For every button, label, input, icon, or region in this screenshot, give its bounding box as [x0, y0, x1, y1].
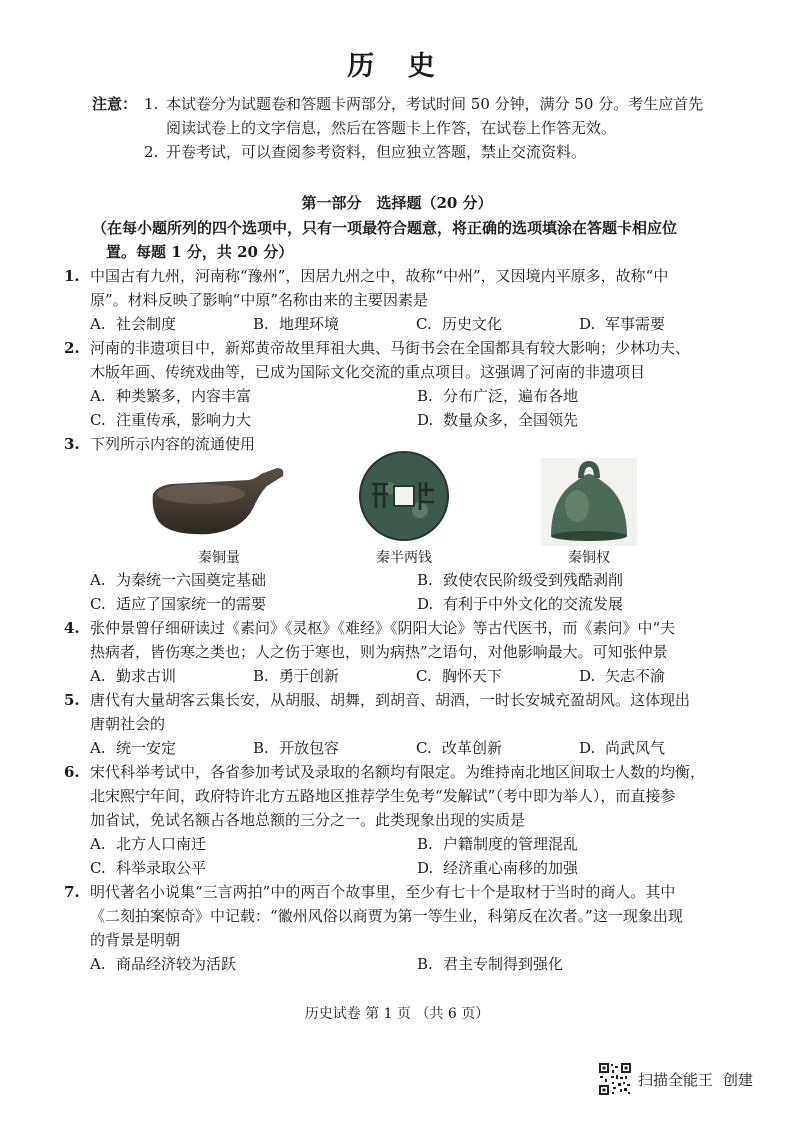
artifact-figure [124, 462, 314, 568]
answer-option [90, 832, 417, 856]
answer-option [90, 736, 253, 760]
note-item [92, 140, 703, 164]
answer-option [90, 408, 417, 432]
option-text: 统一安定 [116, 739, 177, 757]
question-number: 5. [64, 691, 80, 709]
option-letter: A. [90, 835, 106, 853]
option-text: 君主专制得到强化 [443, 955, 564, 973]
option-letter: A. [90, 571, 106, 589]
question-text: 张仲景曾仔细研读过《素问》《灵枢》《难经》《阴阳大论》等古代医书，而《素问》中“夫 [90, 619, 676, 637]
question-number [64, 360, 90, 384]
question-stem-line [64, 288, 744, 312]
option-letter: C. [416, 315, 432, 333]
option-text: 注重传承，影响力大 [116, 411, 252, 429]
question-number: 2. [64, 339, 80, 357]
qr-code-icon [598, 1062, 632, 1096]
option-text: 北方人口南迁 [116, 835, 207, 853]
question-text: 明代著名小说集“三言两拍”中的两百个故事里，至少有七十个是取材于当时的商人。其中 [90, 883, 676, 901]
artifact-caption: 秦半两钱 [376, 550, 432, 566]
artifact-caption: 秦铜权 [568, 550, 610, 566]
option-text: 历史文化 [442, 315, 503, 333]
option-letter: C. [90, 411, 106, 429]
option-letter: A. [90, 387, 106, 405]
options-row [64, 568, 744, 592]
answer-option [579, 736, 742, 760]
option-letter: C. [90, 595, 106, 613]
question-number: 1. [64, 267, 80, 285]
option-text: 社会制度 [116, 315, 177, 333]
question-number [64, 904, 90, 928]
options-row [64, 664, 744, 688]
question-4 [64, 616, 744, 688]
question-text: 北宋熙宁年间，政府特许北方五路地区推荐学生免考“发解试”（考中即为举人），而直接参 [90, 787, 676, 805]
option-text: 户籍制度的管理混乱 [443, 835, 579, 853]
question-2 [64, 336, 744, 432]
question-stem-line [64, 712, 744, 736]
option-letter: C. [416, 739, 432, 757]
bronze-weight-image [541, 462, 637, 546]
option-letter: A. [90, 739, 106, 757]
question-stem-line [64, 760, 744, 784]
answer-option [253, 736, 416, 760]
question-stem-line [64, 784, 744, 808]
options-row [64, 832, 744, 856]
question-stem-line [64, 928, 744, 952]
option-letter: B. [417, 835, 433, 853]
question-number [64, 808, 90, 832]
option-text: 勤求古训 [116, 667, 177, 685]
answer-option [416, 664, 579, 688]
option-text: 种类繁多，内容丰富 [116, 387, 252, 405]
question-stem-line [64, 904, 744, 928]
option-text: 为秦统一六国奠定基础 [116, 571, 267, 589]
answer-option [90, 312, 253, 336]
page-title: 历 史 [347, 51, 447, 82]
watermark-app-name: 扫描全能王 [638, 1070, 714, 1089]
answer-option [90, 592, 417, 616]
question-stem-line [64, 360, 744, 384]
question-number: 7. [64, 883, 80, 901]
bronze-measure-image [149, 462, 289, 546]
answer-option [90, 856, 417, 880]
option-text: 数量众多，全国领先 [443, 411, 579, 429]
answer-option [417, 568, 744, 592]
option-letter: D. [579, 667, 596, 685]
option-text: 经济重心南移的加强 [443, 859, 579, 877]
option-text: 科举录取公平 [116, 859, 207, 877]
options-row [64, 856, 744, 880]
artifact-figure [494, 462, 684, 568]
question-5 [64, 688, 744, 760]
answer-option [417, 952, 744, 976]
question-number: 4. [64, 619, 80, 637]
answer-option [579, 312, 742, 336]
note-number: 1. [144, 95, 159, 113]
options-row [64, 312, 744, 336]
option-letter: D. [417, 411, 434, 429]
question-text: 热病者，皆伤寒之类也；人之伤于寒也，则为病热”之语句，对他影响最大。可知张仲景 [90, 643, 668, 661]
question-6 [64, 760, 744, 880]
option-text: 分布广泛，遍布各地 [443, 387, 579, 405]
notes-label: 注意： [92, 95, 138, 113]
answer-option [579, 664, 742, 688]
section-title: 第一部分 选择题（20 分） [301, 194, 493, 212]
option-letter: D. [579, 739, 596, 757]
answer-option [90, 952, 417, 976]
option-letter: A. [90, 955, 106, 973]
answer-option [253, 312, 416, 336]
options-row [64, 408, 744, 432]
answer-option [417, 832, 744, 856]
options-row [64, 384, 744, 408]
question-7 [64, 880, 744, 976]
option-letter: D. [417, 595, 434, 613]
answer-option [417, 408, 744, 432]
option-text: 胸怀天下 [442, 667, 503, 685]
page-footer: 历史试卷 第 1 页 （共 6 页） [304, 1006, 490, 1022]
option-text: 开放包容 [279, 739, 340, 757]
answer-option [417, 856, 744, 880]
artifact-caption: 秦铜量 [198, 550, 240, 566]
option-letter: D. [417, 859, 434, 877]
section-instructions [92, 216, 677, 264]
answer-option [90, 384, 417, 408]
answer-option [417, 592, 744, 616]
question-number: 6. [64, 763, 80, 781]
question-number [64, 784, 90, 808]
question-text: 宋代科举考试中，各省参加考试及录取的名额均有限定。为维持南北地区间取士人数的均衡， [90, 763, 706, 781]
question-text: 下列所示内容的流通使用 [90, 435, 256, 453]
option-letter: B. [417, 387, 433, 405]
option-text: 商品经济较为活跃 [116, 955, 237, 973]
note-text: 阅读试卷上的文字信息，然后在答题卡上作答，在试卷上作答无效。 [166, 119, 617, 137]
option-text: 勇于创新 [279, 667, 340, 685]
option-text: 矢志不渝 [605, 667, 666, 685]
answer-option [416, 312, 579, 336]
question-stem-line [64, 640, 744, 664]
question-text: 河南的非遗项目中，新郑黄帝故里拜祖大典、马街书会在全国都具有较大影响；少林功夫、 [90, 339, 691, 357]
note-item [92, 92, 703, 116]
options-row [64, 952, 744, 976]
question-number [64, 640, 90, 664]
question-text: 加省试，免试名额占各地总额的三分之一。此类现象出现的实质是 [90, 811, 526, 829]
question-number [64, 928, 90, 952]
options-row [64, 592, 744, 616]
question-stem-line [64, 616, 744, 640]
question-stem-line [64, 808, 744, 832]
note-item-continued [92, 116, 703, 140]
option-text: 尚武风气 [605, 739, 666, 757]
question-stem-line [64, 336, 744, 360]
option-text: 地理环境 [279, 315, 340, 333]
instruction-line: 置。每题 1 分，共 20 分） [106, 243, 294, 261]
answer-option [90, 664, 253, 688]
exam-notes [92, 92, 703, 164]
question-text: 《二刻拍案惊奇》中记载：“徽州风俗以商贾为第一等生业，科第反在次者。”这一现象出现 [90, 907, 683, 925]
question-3 [64, 432, 744, 616]
artifact-figure [314, 462, 494, 568]
option-letter: D. [579, 315, 596, 333]
answer-option [416, 736, 579, 760]
option-text: 改革创新 [442, 739, 503, 757]
question-stem-line [64, 880, 744, 904]
option-letter: A. [90, 667, 106, 685]
option-text: 有利于中外文化的交流发展 [443, 595, 624, 613]
options-row [64, 736, 744, 760]
question-text: 的背景是明朝 [90, 931, 181, 949]
note-text: 开卷考试，可以查阅参考资料，但应独立答题，禁止交流资料。 [166, 143, 587, 161]
option-letter: B. [417, 571, 433, 589]
scanner-watermark [598, 1062, 753, 1096]
question-list [64, 264, 744, 976]
option-text: 致使农民阶级受到残酷剥削 [443, 571, 624, 589]
question-text: 木版年画、传统戏曲等，已成为国际文化交流的重点项目。这强调了河南的非遗项目 [90, 363, 646, 381]
option-letter: C. [90, 859, 106, 877]
answer-option [253, 664, 416, 688]
banliang-coin-image [354, 462, 454, 546]
option-letter: A. [90, 315, 106, 333]
question-number [64, 288, 90, 312]
option-letter: B. [253, 739, 269, 757]
question-text: 中国古有九州，河南称“豫州”，因居九州之中，故称“中州”，又因境内平原多，故称“中 [90, 267, 669, 285]
option-letter: C. [416, 667, 432, 685]
answer-option [417, 384, 744, 408]
watermark-action: 创建 [723, 1070, 754, 1089]
question-stem-line [64, 264, 744, 288]
option-letter: B. [253, 667, 269, 685]
question-text: 唐代有大量胡客云集长安，从胡服、胡舞，到胡音、胡酒，一时长安城充盈胡风。这体现出 [90, 691, 691, 709]
instruction-line: （在每小题所列的四个选项中，只有一项最符合题意，将正确的选项填涂在答题卡相应位 [92, 219, 678, 237]
question-text: 唐朝社会的 [90, 715, 166, 733]
note-text: 本试卷分为试题卷和答题卡两部分，考试时间 50 分钟，满分 50 分。考生应首先 [166, 95, 704, 113]
note-number: 2. [144, 143, 159, 161]
artifact-images [64, 462, 744, 568]
option-text: 军事需要 [605, 315, 666, 333]
question-number: 3. [64, 435, 80, 453]
option-letter: B. [417, 955, 433, 973]
question-number [64, 712, 90, 736]
answer-option [90, 568, 417, 592]
option-text: 适应了国家统一的需要 [116, 595, 267, 613]
option-letter: B. [253, 315, 269, 333]
question-text: 原”。材料反映了影响“中原”名称由来的主要因素是 [90, 291, 429, 309]
question-1 [64, 264, 744, 336]
question-stem-line [64, 688, 744, 712]
